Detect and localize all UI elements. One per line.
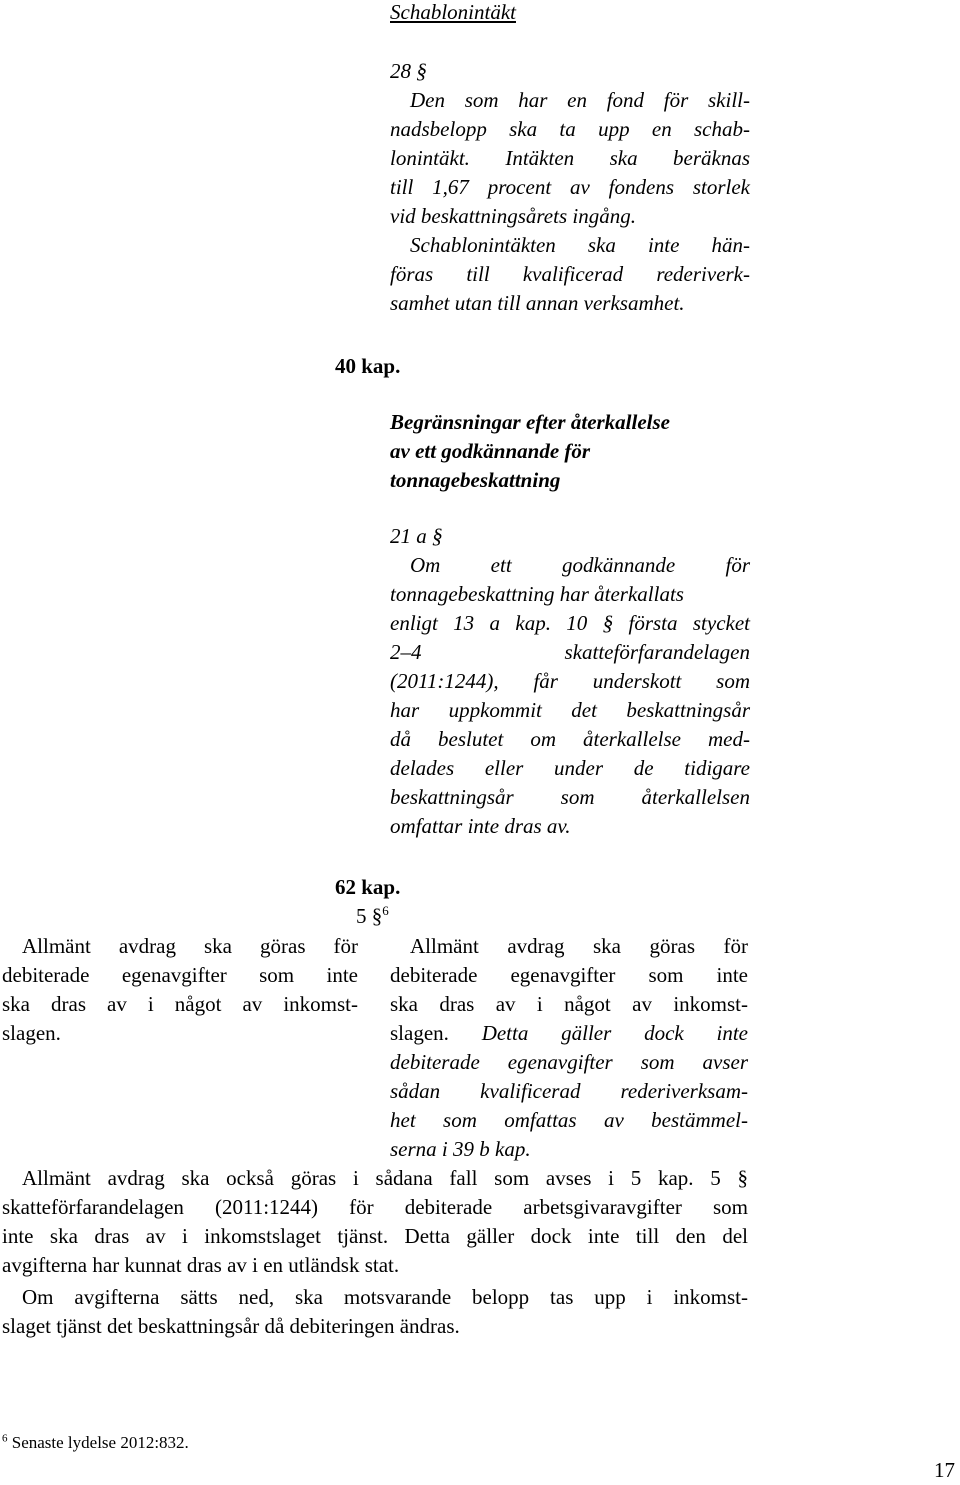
heading-line: Begränsningar efter återkallelse bbox=[390, 410, 671, 434]
text-line: (2011:1244), får underskott som bbox=[390, 669, 750, 693]
text-line: då beslutet om återkallelse med- bbox=[390, 727, 750, 751]
section-heading-begransningar bbox=[390, 408, 770, 495]
text-line: sådan kvalificerad rederiverksam- bbox=[390, 1079, 748, 1103]
chapter-heading-40: 40 kap. bbox=[335, 354, 401, 378]
text-line: het som omfattas av bestämmel- bbox=[390, 1108, 748, 1132]
text-line: slagen. bbox=[2, 1021, 61, 1045]
text-line: Allmänt avdrag ska göras för bbox=[22, 934, 358, 958]
text-line: har uppkommit det beskattningsår bbox=[390, 698, 750, 722]
text-line: Allmänt avdrag ska göras för bbox=[410, 934, 748, 958]
text-line: debiterade egenavgifter som inte bbox=[390, 963, 748, 987]
text-line: skatteförfarandelagen (2011:1244) för debiterade arbetsgivaravgifter som bbox=[2, 1195, 748, 1219]
text-line: till 1,67 procent av fondens storlek bbox=[390, 175, 750, 199]
text-plain: slagen. bbox=[390, 1021, 449, 1045]
text-line: 2–4 skatteförfarandelagen bbox=[390, 640, 750, 664]
text-line: debiterade egenavgifter som inte bbox=[2, 963, 358, 987]
footnote-marker: 6 bbox=[2, 1432, 8, 1445]
paragraph-21a-number: 21 a § bbox=[390, 524, 443, 548]
full-width-paragraph-2 bbox=[2, 1283, 748, 1341]
text-line: ska dras av i något av inkomst- bbox=[2, 992, 358, 1016]
page-number: 17 bbox=[934, 1458, 955, 1482]
text-line: Om ett godkännande för bbox=[410, 553, 750, 577]
full-width-paragraph-1 bbox=[2, 1164, 748, 1280]
text-line: vid beskattningsårets ingång. bbox=[390, 204, 636, 228]
text-line: Schablonintäkten ska inte hän- bbox=[410, 233, 750, 257]
text-line: slaget tjänst det beskattningsår då debiteringen ändras. bbox=[2, 1314, 460, 1338]
footnote-text: Senaste lydelse 2012:832. bbox=[7, 1433, 189, 1452]
text-line-mixed bbox=[390, 1019, 748, 1048]
text-line: Den som har en fond för skill- bbox=[410, 88, 750, 112]
text-line: inte ska dras av i inkomstslaget tjänst. Detta gäller dock inte till den del bbox=[2, 1224, 748, 1248]
text-line: delades eller under de tidigare bbox=[390, 756, 750, 780]
text-line: avgifterna har kunnat dras av i en utländsk stat. bbox=[2, 1253, 400, 1277]
paragraph-21a bbox=[390, 522, 750, 841]
heading-line: av ett godkännande för bbox=[390, 439, 591, 463]
paragraph-28-number: 28 § bbox=[390, 59, 427, 83]
chapter-heading-62: 62 kap. bbox=[335, 875, 401, 899]
heading-line: tonnagebeskattning bbox=[390, 468, 561, 492]
text-line: debiterade egenavgifter som avser bbox=[390, 1050, 748, 1074]
left-column-paragraph-5 bbox=[2, 932, 358, 1048]
paragraph-5-number bbox=[356, 902, 389, 931]
text-line: omfattar inte dras av. bbox=[390, 814, 571, 838]
text-line: föras till kvalificerad rederiverk- bbox=[390, 262, 750, 286]
paragraph-number: 5 § bbox=[356, 904, 383, 928]
text-line: Om avgifterna sätts ned, ska motsvarande belopp tas upp i inkomst- bbox=[22, 1285, 748, 1309]
text-line: ska dras av i något av inkomst- bbox=[390, 992, 748, 1016]
right-column-top bbox=[390, 0, 750, 318]
footnote-reference: 6 bbox=[382, 903, 389, 918]
text-line: samhet utan till annan verksamhet. bbox=[390, 291, 685, 315]
footnote bbox=[2, 1432, 189, 1454]
text-line: enligt 13 a kap. 10 § första stycket bbox=[390, 611, 750, 635]
text-line: tonnagebeskattning har återkallats bbox=[390, 582, 684, 606]
text-line: nadsbelopp ska ta upp en schab- bbox=[390, 117, 750, 141]
text-line: beskattningsår som återkallelsen bbox=[390, 785, 750, 809]
text-line: Allmänt avdrag ska också göras i sådana fall som avses i 5 kap. 5 § bbox=[22, 1166, 748, 1190]
text-italic: Detta gäller dock inte bbox=[448, 1021, 748, 1045]
right-column-paragraph-5 bbox=[390, 932, 748, 1164]
paragraph-28-text bbox=[390, 86, 750, 318]
text-line: lonintäkt. Intäkten ska beräknas bbox=[390, 146, 750, 170]
section-heading-schablonintakt: Schablonintäkt bbox=[390, 0, 516, 24]
text-line: serna i 39 b kap. bbox=[390, 1137, 531, 1161]
